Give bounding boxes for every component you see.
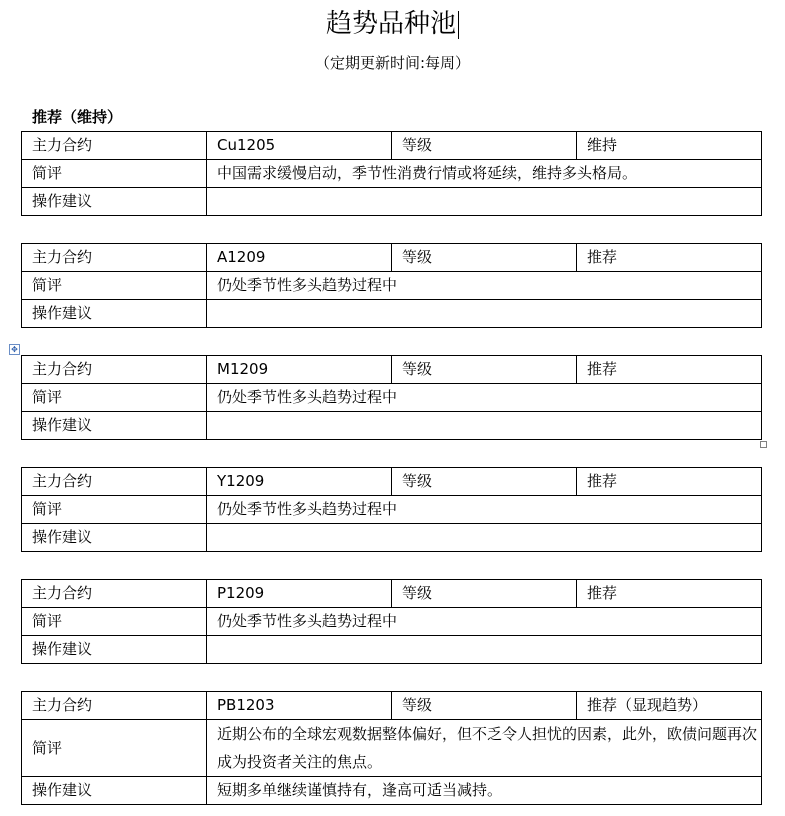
value-contract[interactable]: PB1203 [207,692,392,720]
label-comment[interactable]: 简评 [22,160,207,188]
label-grade[interactable]: 等级 [392,692,577,720]
label-contract[interactable]: 主力合约 [22,580,207,608]
document-title-text: 趋势品种池 [325,9,456,39]
label-comment[interactable]: 简评 [22,720,207,777]
label-comment[interactable]: 简评 [22,608,207,636]
label-advice[interactable]: 操作建议 [22,636,207,664]
label-advice[interactable]: 操作建议 [22,300,207,328]
value-contract[interactable]: P1209 [207,580,392,608]
label-comment[interactable]: 简评 [22,496,207,524]
value-grade[interactable]: 维持 [577,132,762,160]
contract-table-a1209[interactable] [21,243,762,328]
table-row-comment [22,608,762,636]
resize-handle-icon[interactable] [760,441,767,448]
label-grade[interactable]: 等级 [392,468,577,496]
table-row-comment [22,160,762,188]
table-row-comment [22,272,762,300]
label-advice[interactable]: 操作建议 [22,412,207,440]
value-comment[interactable]: 仍处季节性多头趋势过程中 [207,496,762,524]
value-comment[interactable]: 仍处季节性多头趋势过程中 [207,272,762,300]
contract-table-pb1203[interactable] [21,691,762,805]
contract-table-cu1205[interactable] [21,131,762,216]
table-row-contract [22,244,762,272]
value-grade[interactable]: 推荐 [577,580,762,608]
value-comment[interactable]: 仍处季节性多头趋势过程中 [207,384,762,412]
value-comment[interactable]: 中国需求缓慢启动，季节性消费行情或将延续，维持多头格局。 [207,160,762,188]
text-cursor [458,11,459,39]
contract-table-y1209[interactable] [21,467,762,552]
value-contract[interactable]: M1209 [207,356,392,384]
label-contract[interactable]: 主力合约 [22,356,207,384]
table-row-contract [22,356,762,384]
value-grade[interactable]: 推荐 [577,356,762,384]
document-title [0,4,785,44]
contract-table-p1209[interactable] [21,579,762,664]
table-row-contract [22,132,762,160]
value-contract[interactable]: Y1209 [207,468,392,496]
label-grade[interactable]: 等级 [392,132,577,160]
value-contract[interactable]: Cu1205 [207,132,392,160]
table-row-contract [22,692,762,720]
value-advice[interactable] [207,636,762,664]
value-advice[interactable] [207,524,762,552]
table-row-advice [22,524,762,552]
table-row-advice [22,188,762,216]
label-contract[interactable]: 主力合约 [22,468,207,496]
table-row-comment [22,384,762,412]
value-advice[interactable]: 短期多单继续谨慎持有，逢高可适当减持。 [207,777,762,805]
document-subtitle: （定期更新时间:每周） [314,54,471,72]
value-advice[interactable] [207,188,762,216]
label-advice[interactable]: 操作建议 [22,524,207,552]
label-contract[interactable]: 主力合约 [22,244,207,272]
value-comment[interactable]: 仍处季节性多头趋势过程中 [207,608,762,636]
label-advice[interactable]: 操作建议 [22,188,207,216]
label-advice[interactable]: 操作建议 [22,777,207,805]
label-comment[interactable]: 简评 [22,384,207,412]
table-row-advice [22,636,762,664]
value-grade[interactable]: 推荐 [577,468,762,496]
label-contract[interactable]: 主力合约 [22,692,207,720]
table-row-comment [22,496,762,524]
value-contract[interactable]: A1209 [207,244,392,272]
value-grade[interactable]: 推荐（显现趋势） [577,692,762,720]
label-contract[interactable]: 主力合约 [22,132,207,160]
section-heading: 推荐（维持） [32,108,123,126]
table-row-advice [22,777,762,805]
table-row-contract [22,580,762,608]
table-row-contract [22,468,762,496]
label-grade[interactable]: 等级 [392,356,577,384]
table-row-advice [22,300,762,328]
value-grade[interactable]: 推荐 [577,244,762,272]
table-row-comment [22,720,762,777]
move-handle-icon[interactable]: ✥ [9,344,20,355]
value-advice[interactable] [207,412,762,440]
label-grade[interactable]: 等级 [392,244,577,272]
contract-table-m1209[interactable] [21,355,762,440]
value-comment[interactable]: 近期公布的全球宏观数据整体偏好，但不乏令人担忧的因素，此外，欧债问题再次成为投资者关注的焦点。 [207,720,762,777]
label-comment[interactable]: 简评 [22,272,207,300]
label-grade[interactable]: 等级 [392,580,577,608]
value-advice[interactable] [207,300,762,328]
table-row-advice [22,412,762,440]
